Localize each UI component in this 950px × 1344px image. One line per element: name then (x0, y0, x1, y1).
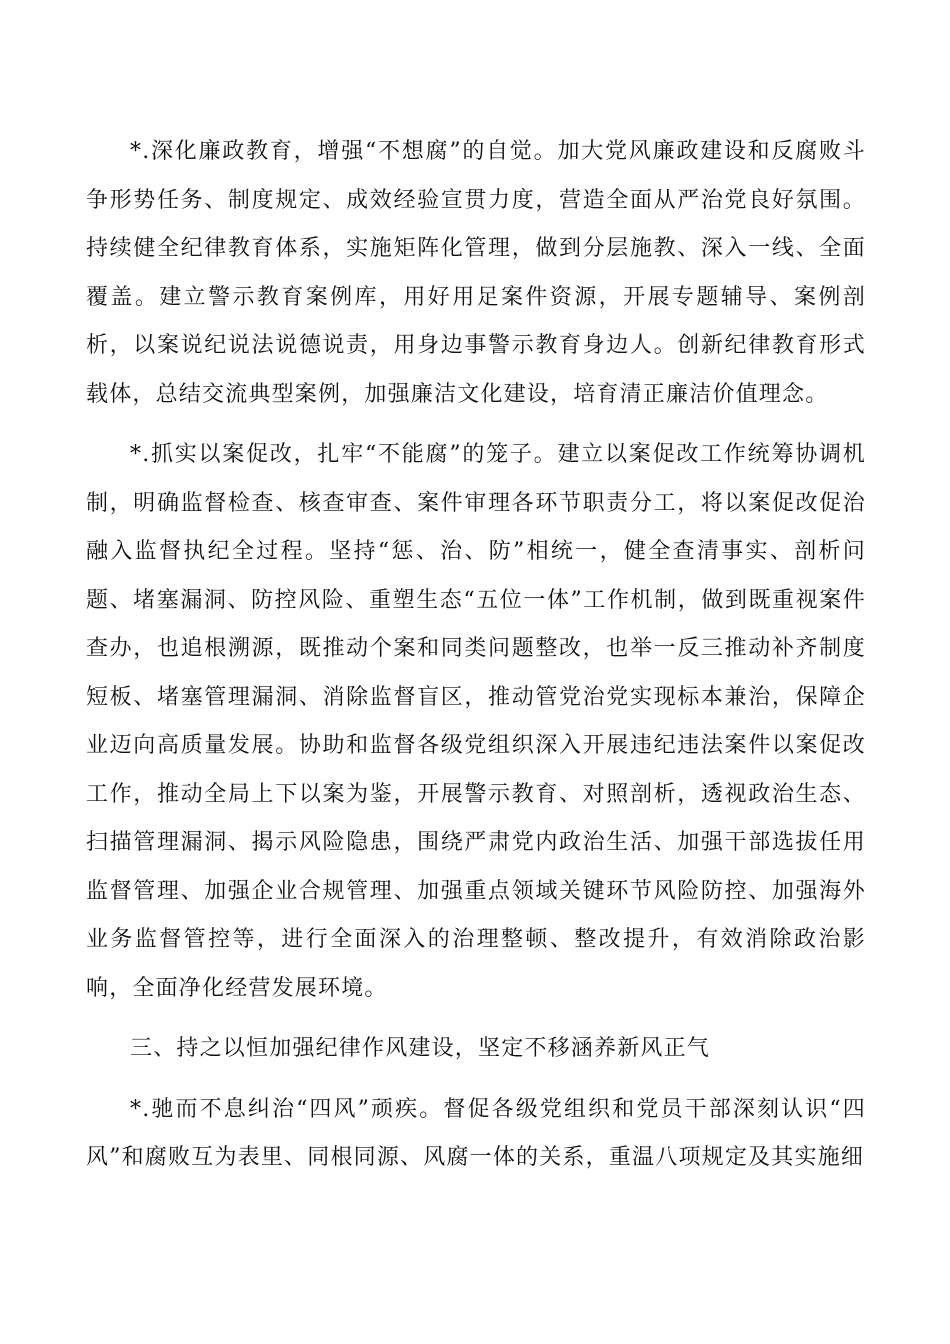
paragraph-case-reform: *.抓实以案促改，扎牢“不能腐”的笼子。建立以案促改工作统筹协调机制，明确监督检查、核查审查、案件审理各环节职责分工，将以案促改促治融入监督执纪全过程。坚持“惩、治、防”相统一，健全查清事实、剖析问题、堵塞漏洞、防控风险、重塑生态“五位一体”工作机制，做到既重视案件查办，也追根溯源，既推动个案和同类问题整改，也举一反三推动补齐制度短板、堵塞管理漏洞、消除监督盲区，推动管党治党实现标本兼治，保障企业迈向高质量发展。协助和监督各级党组织深入开展违纪违法案件以案促改工作，推动全局上下以案为鉴，开展警示教育、对照剖析，透视政治生态、扫描管理漏洞、揭示风险隐患，围绕严肃党内政治生活、加强干部选拔任用监督管理、加强企业合规管理、加强重点领域关键环节风险防控、加强海外业务监督管控等，进行全面深入的治理整顿、整改提升，有效消除政治影响，全面净化经营发展环境。 (86, 442, 866, 1001)
section-heading-three: 三、持之以恒加强纪律作风建设，坚定不移涵养新风正气 (130, 1036, 711, 1061)
paragraph-anti-corruption-education: *.深化廉政教育，增强“不想腐”的自觉。加大党风廉政建设和反腐败斗争形势任务、制度规定、成效经验宣贯力度，营造全面从严治党良好氛围。持续健全纪律教育体系，实施矩阵化管理，做到分层施教、深入一线、全面覆盖。建立警示教育案例库，用好用足案件资源，开展专题辅导、案例剖析，以案说纪说法说德说责，用身边事警示教育身边人。创新纪律教育形式载体，总结交流典型案例，加强廉洁文化建设，培育清正廉洁价值理念。 (86, 139, 866, 407)
document-page (86, 128, 866, 1195)
paragraph-four-winds: *.驰而不息纠治“四风”顽疾。督促各级党组织和党员干部深刻认识“四风”和腐败互为表里、同根同源、风腐一体的关系，重温八项规定及其实施细 (86, 1096, 866, 1170)
